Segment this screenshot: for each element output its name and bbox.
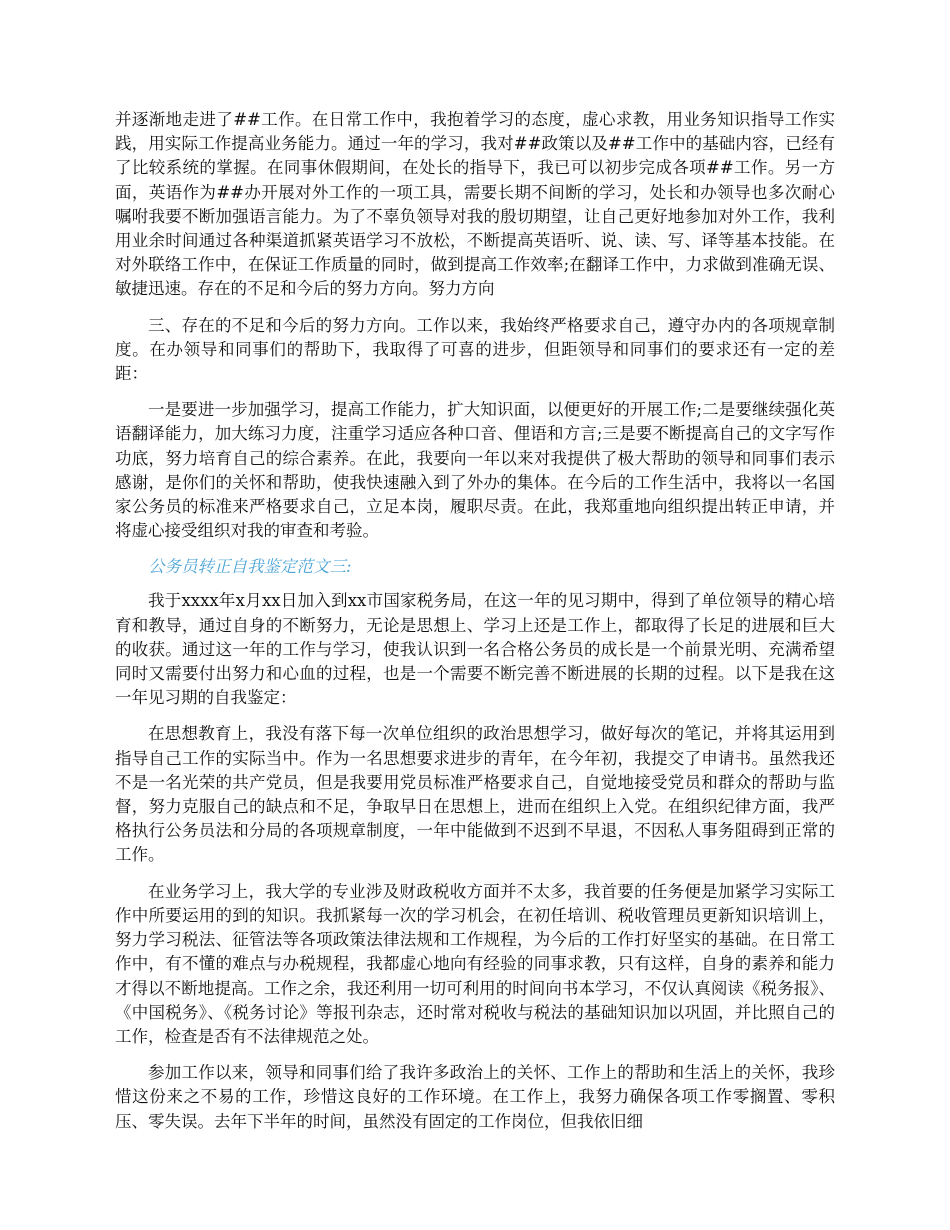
- document-page: [115, 108, 835, 1146]
- paragraph-continuation: 并逐渐地走进了##工作。在日常工作中，我抱着学习的态度，虚心求教，用业务知识指导工作实践，用实际工作提高业务能力。通过一年的学习，我对##政策以及##工作中的基础内容，已经有了比较系统的掌握。在同事休假期间，在处长的指导下，我已可以初步完成各项##工作。另一方面，英语作为##办开展对外工作的一项工具，需要长期不间断的学习，处长和办领导也多次耐心嘱咐我要不断加强语言能力。为了不辜负领导对我的殷切期望，让自己更好地参加对外工作，我利用业余时间通过各种渠道抓紧英语学习不放松，不断提高英语听、说、读、写、译等基本技能。在对外联络工作中，在保证工作质量的同时，做到提高工作效率;在翻译工作中，力求做到准确无误、敏捷迅速。存在的不足和今后的努力方向。努力方向: [115, 110, 835, 299]
- section-heading: 公务员转正自我鉴定范文三:: [148, 557, 352, 577]
- paragraph-work: 参加工作以来，领导和同事们给了我许多政治上的关怀、工作上的帮助和生活上的关怀，我珍惜这份来之不易的工作，珍惜这良好的工作环境。在工作上，我努力确保各项工作零搁置、零积压、零失误。去年下半年的时间，虽然没有固定的工作岗位，但我依旧细: [115, 1063, 835, 1131]
- paragraph-improvement-plan: 一是要进一步加强学习，提高工作能力，扩大知识面，以便更好的开展工作;二是要继续强化英语翻译能力，加大练习力度，注重学习适应各种口音、俚语和方言;三是要不断提高自己的文字写作功底，努力培育自己的综合素养。在此，我要向一年以来对我提供了极大帮助的领导和同事们表示感谢，是你们的关怀和帮助，使我快速融入到了外办的集体。在今后的工作生活中，我将以一名国家公务员的标准来严格要求自己，立足本岗，履职尽责。在此，我郑重地向组织提出转正申请，并将虚心接受组织对我的审查和考验。: [115, 400, 835, 541]
- paragraph-shortcomings: 三、存在的不足和今后的努力方向。工作以来，我始终严格要求自己，遵守办内的各项规章制度。在办领导和同事们的帮助下，我取得了可喜的进步，但距领导和同事们的要求还有一定的差距：: [115, 315, 835, 384]
- paragraph-study: 在业务学习上，我大学的专业涉及财政税收方面并不太多，我首要的任务便是加紧学习实际工作中所要运用的到的知识。我抓紧每一次的学习机会，在初任培训、税收管理员更新知识培训上，努力学习税法、征管法等各项政策法律法规和工作规程，为今后的工作打好坚实的基础。在日常工作中，有不懂的难点与办税规程，我都虚心地向有经验的同事求教，只有这样，自身的素养和能力才得以不断地提高。工作之余，我还利用一切可利用的时间向书本学习，不仅认真阅读《税务报》、《中国税务》、《税务讨论》等报刊杂志，还时常对税收与税法的基础知识加以巩固，并比照自己的工作，检查是否有不法律规范之处。: [115, 881, 835, 1046]
- paragraph-ideology: 在思想教育上，我没有落下每一次单位组织的政治思想学习，做好每次的笔记，并将其运用到指导自己工作的实际当中。作为一名思想要求进步的青年，在今年初，我提交了申请书。虽然我还不是一名光荣的共产党员，但是我要用党员标准严格要求自己，自觉地接受党员和群众的帮助与监督，努力克服自己的缺点和不足，争取早日在思想上，进而在组织上入党。在组织纪律方面，我严格执行公务员法和分局的各项规章制度，一年中能做到不迟到不早退，不因私人事务阻碍到正常的工作。: [115, 724, 835, 865]
- paragraph-intro: 我于xxxx年x月xx日加入到xx市国家税务局，在这一年的见习期中，得到了单位领导的精心培育和教导，通过自身的不断努力，无论是思想上、学习上还是工作上，都取得了长足的进展和巨大的收获。通过这一年的工作与学习，使我认识到一名合格公务员的成长是一个前景光明、充满希望同时又需要付出努力和心血的过程，也是一个需要不断完善不断进展的长期的过程。以下是我在这一年见习期的自我鉴定：: [115, 591, 835, 708]
